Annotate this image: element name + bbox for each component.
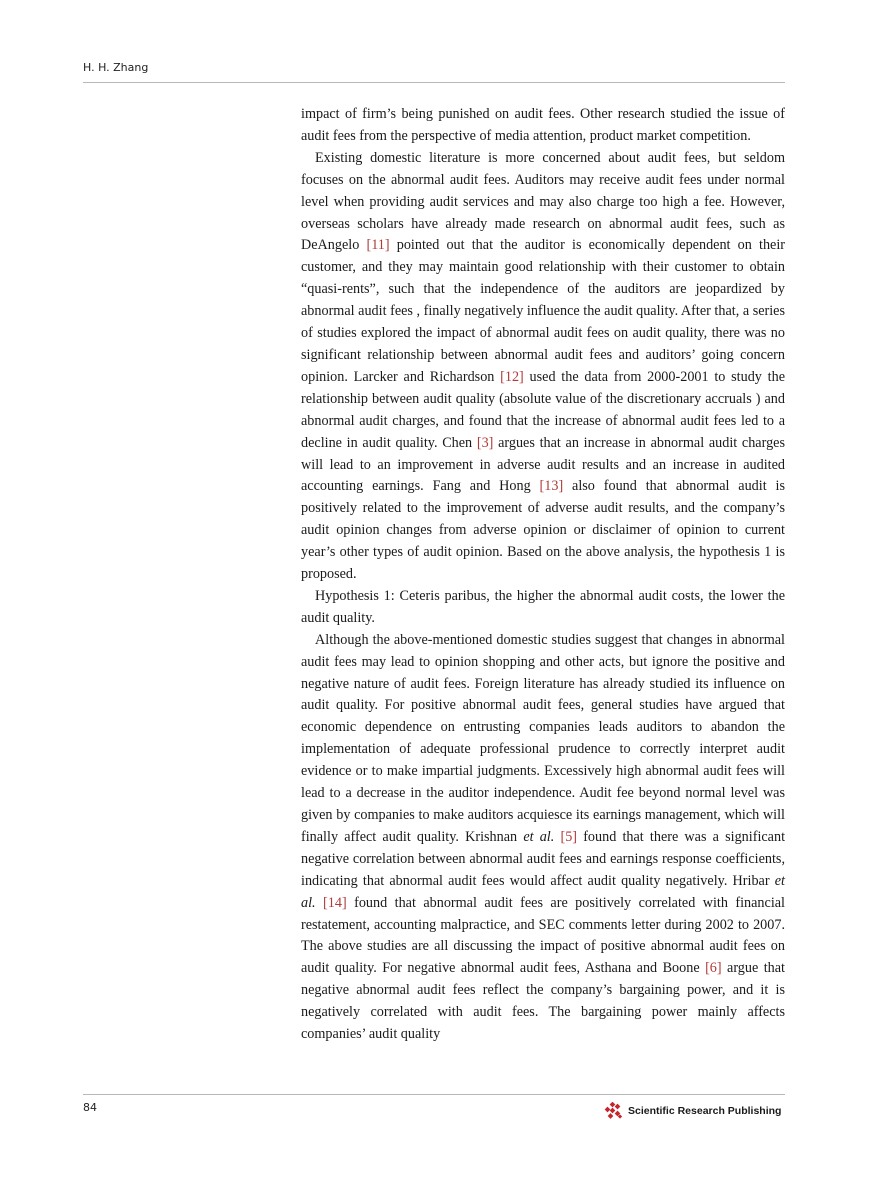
italic-text: et al.: [301, 872, 785, 911]
citation-link[interactable]: [12]: [500, 368, 524, 385]
paragraph-text: Hypothesis 1: Ceteris paribus, the higher the abnormal audit costs, the lower the audit quality.: [301, 587, 785, 626]
footer-rule: [83, 1094, 785, 1095]
italic-text: et al.: [523, 828, 555, 845]
paragraph-text: found that abnormal audit fees are positively correlated with financial restatement, accounting malpractice, and SEC comments letter during 2002 to 2007. The above studies are all discussing the impact of positive abnormal audit fees on audit quality. For negative abnormal audit fees, Asthana and Boone: [301, 894, 786, 977]
paragraph-text: argue that negative abnormal audit fees reflect the company’s bargaining power, and it is negatively correlated with audit fees. The bargaining power mainly affects companies’ audit quality: [301, 960, 785, 1043]
paragraph-text: Although the above-mentioned domestic studies suggest that changes in abnormal audit fees may lead to opinion shopping and other acts, but ignore the positive and negative nature of audit fees. Foreign literature has already studied its influence on audit quality. For positive abnormal audit fees, general studies have argued that economic dependence on entrusting companies leads auditors to abandon the implementation of adequate professional prudence to correctly interpret audit evidence or to make impartial judgments. Excessively high abnormal audit fees will lead to a decrease in the auditor independence. Audit fee beyond normal level was given by companies to make auditors acquiesce its earnings management, which will finally affect audit quality. Krishnan: [301, 631, 785, 845]
citation-link[interactable]: [11]: [366, 237, 390, 254]
page-number: 84: [83, 1101, 97, 1114]
paragraph-text: found that there was a significant negative correlation between abnormal audit fees and earnings response coefficients, indicating that abnormal audit fees would affect audit quality negatively. Hribar: [301, 828, 786, 889]
citation-link[interactable]: [5]: [560, 828, 578, 845]
citation-link[interactable]: [13]: [539, 478, 564, 495]
body-paragraph: [301, 104, 785, 148]
citation-link[interactable]: [6]: [705, 960, 722, 977]
body-paragraph: [301, 630, 785, 1046]
paragraph-text: [316, 895, 323, 911]
publisher-badge: [604, 1102, 781, 1120]
citation-link[interactable]: [3]: [476, 434, 494, 451]
publisher-logo-icon: [604, 1102, 624, 1120]
paragraph-text: also found that abnormal audit is positively related to the improvement of adverse audit results, and the company’s audit opinion changes from adverse opinion or disclaimer of opinion to current year’s other types of audit opinion. Based on the above analysis, the hypothesis 1 is proposed.: [301, 478, 785, 583]
paragraph-text: used the data from 2000-2001 to study the relationship between audit quality (absolute value of the discretionary accruals ) and abnormal audit charges, and found that the increase of abnormal audit fees led to a decline in audit quality. Chen: [301, 368, 785, 451]
citation-link[interactable]: [14]: [323, 894, 347, 911]
body-paragraph: [301, 148, 785, 586]
body-paragraph: [301, 586, 785, 630]
paragraph-text: impact of firm’s being punished on audit fees. Other research studied the issue of audit fees from the perspective of media attention, product market competition.: [301, 106, 785, 144]
paragraph-text: argues that an increase in abnormal audit charges will lead to an improvement in adverse audit results and an increase in audited accounting earnings. Fang and Hong: [301, 434, 785, 495]
running-header-author: H. H. Zhang: [83, 61, 149, 74]
publisher-name: Scientific Research Publishing: [628, 1105, 782, 1117]
article-body: [301, 104, 785, 1046]
paragraph-text: pointed out that the auditor is economically dependent on their customer, and they may maintain good relationship with their customer to obtain “quasi-rents”, such that the independence of the auditors are jeopardized by abnormal audit fees , finally negatively influence the audit quality. After that, a series of studies explored the impact of abnormal audit fees on audit quality, there was no significant relationship between abnormal audit fees and auditors’ going concern opinion. Larcker and Richardson: [301, 237, 785, 385]
paragraph-text: Existing domestic literature is more concerned about audit fees, but seldom focuses on the abnormal audit fees. Auditors may receive audit fees under normal level when providing audit services and may also charge too high a fee. However, overseas scholars have already made research on abnormal audit fees, such as DeAngelo: [301, 149, 785, 254]
header-rule: [83, 82, 785, 83]
